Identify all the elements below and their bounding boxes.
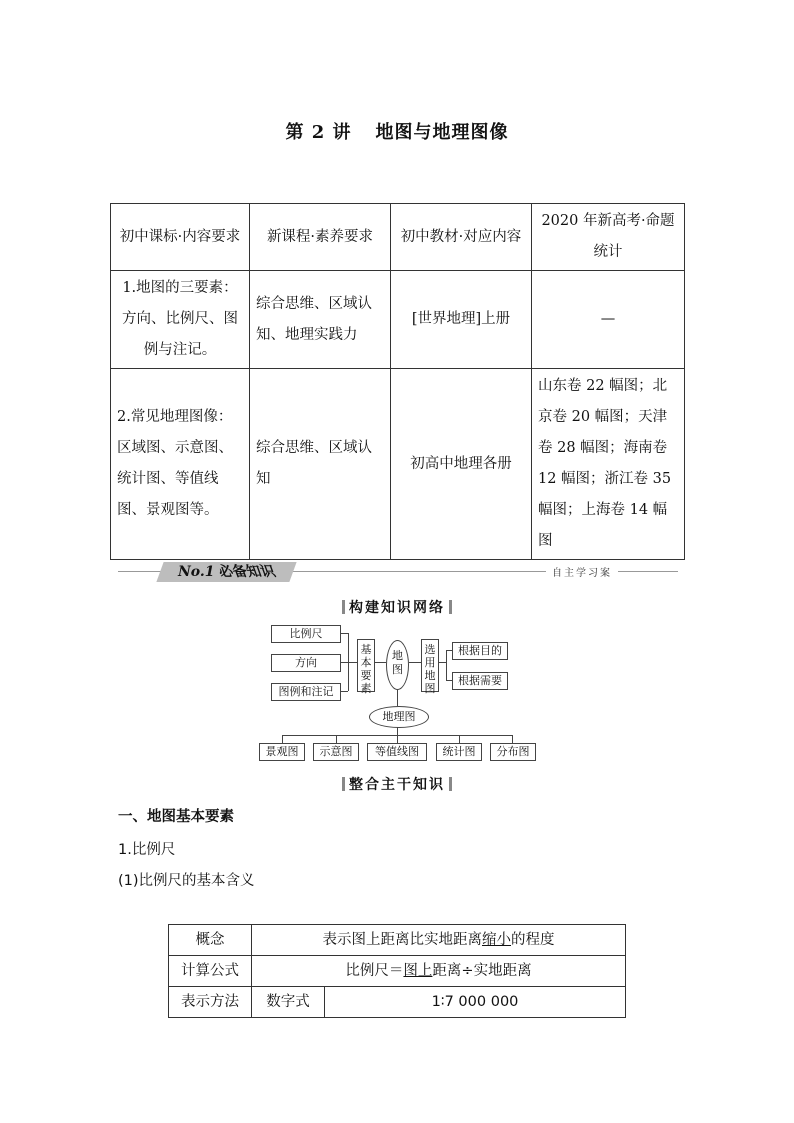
header-cell: 初中课标·内容要求: [111, 204, 250, 271]
header-cell: 2020 年新高考·命题统计: [532, 204, 685, 271]
header-cell: 新课程·素养要求: [250, 204, 391, 271]
node-direction: 方向: [271, 654, 341, 672]
node-basic-elements: 基本要素: [357, 639, 375, 692]
table-row: [169, 956, 626, 987]
table-cell: 表示方法: [169, 987, 252, 1018]
table-cell: 计算公式: [169, 956, 252, 987]
scale-table: [168, 924, 626, 1018]
section-label: 必备知识: [216, 564, 279, 580]
table-cell: 山东卷 22 幅图；北京卷 20 幅图；天津卷 28 幅图；海南卷 12 幅图；浙江卷 35 幅图；上海卷 14 幅图: [532, 369, 685, 560]
table-row: [169, 987, 626, 1018]
node-select-map: 选用地图: [421, 639, 439, 692]
node-legend: 图例和注记: [271, 683, 341, 701]
table-cell: 数字式: [252, 987, 325, 1018]
node-landscape: 景观图: [259, 743, 305, 761]
table-cell: 表示图上距离比实地距离缩小的程度: [252, 925, 626, 956]
section-right-label: 自主学习案: [546, 564, 618, 579]
header-cell: 初中教材·对应内容: [391, 204, 532, 271]
subheading-integrate: 整合主干知识: [0, 774, 794, 794]
subheading-network: 构建知识网络: [0, 597, 794, 617]
table-cell: 2.常见地理图像：区域图、示意图、统计图、等值线图、景观图等。: [111, 369, 250, 560]
lecture-number: 第 2 讲: [285, 122, 352, 143]
heading-map-elements: 一、地图基本要素: [118, 809, 234, 825]
heading-scale-meaning: (1)比例尺的基本含义: [118, 873, 255, 889]
node-schematic: 示意图: [313, 743, 359, 761]
table-cell: 1.地图的三要素：方向、比例尺、图例与注记。: [111, 271, 250, 369]
node-isoline: 等值线图: [367, 743, 427, 761]
table-row: [169, 925, 626, 956]
table-cell: 初高中地理各册: [391, 369, 532, 560]
table-cell: —: [532, 271, 685, 369]
lecture-name: 地图与地理图像: [375, 122, 509, 143]
node-geo-map: 地理图: [369, 706, 429, 728]
node-by-purpose: 根据目的: [452, 642, 508, 660]
table-cell: 综合思维、区域认知: [250, 369, 391, 560]
section-number: No.1: [178, 564, 215, 580]
heading-scale: 1.比例尺: [118, 842, 176, 858]
table-cell: 比例尺＝图上距离÷实地距离: [252, 956, 626, 987]
node-map: 地图: [386, 640, 409, 690]
table-cell: 综合思维、区域认知、地理实践力: [250, 271, 391, 369]
node-statistic: 统计图: [436, 743, 482, 761]
node-by-need: 根据需要: [452, 672, 508, 690]
table-cell: 概念: [169, 925, 252, 956]
table-cell: [世界地理]上册: [391, 271, 532, 369]
node-scale: 比例尺: [271, 625, 341, 643]
table-cell: 1∶7 000 000: [325, 987, 626, 1018]
node-distribution: 分布图: [490, 743, 536, 761]
